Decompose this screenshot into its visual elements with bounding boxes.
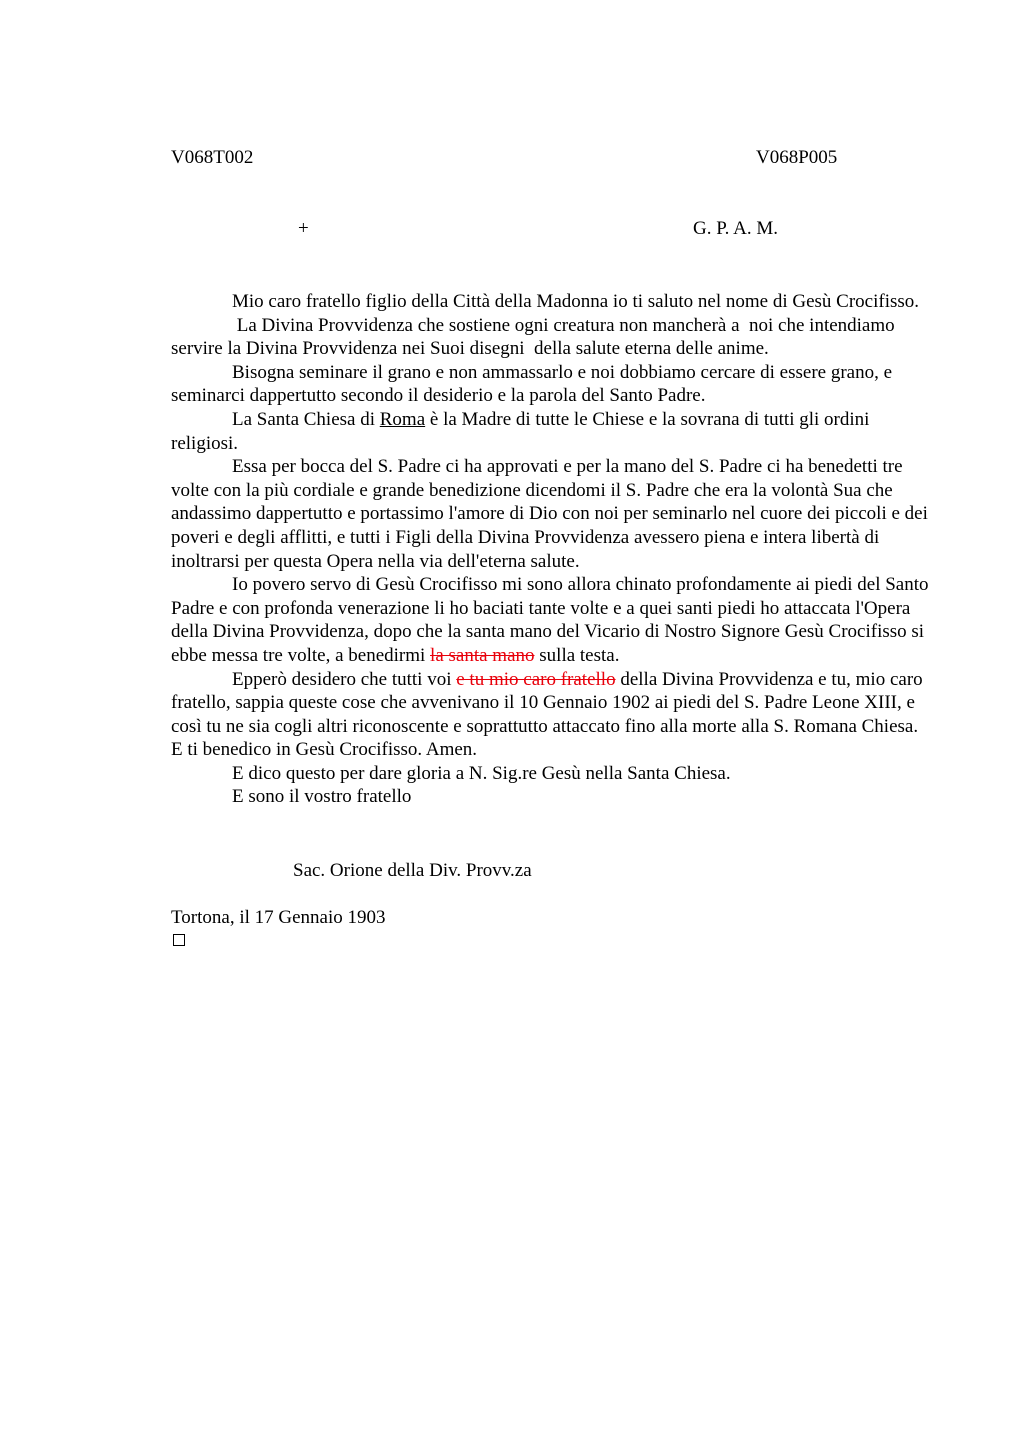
paragraph-desire (171, 668, 931, 762)
paragraph-greeting: Mio caro fratello figlio della Città della Madonna io ti saluto nel nome di Gesù Crocifisso. (232, 291, 920, 312)
document-code-right: V068P005 (756, 147, 838, 168)
cross-symbol: + (298, 218, 309, 239)
motto-initials: G. P. A. M. (693, 218, 778, 239)
servant-text-end: sulla testa. (534, 644, 620, 666)
servant-text-start: Io povero servo di Gesù Crocifisso mi sono allora chinato profondamente ai piedi del Santo Padre e con profonda venerazione li ho baciati tante volte e a quei santi piedi ho attaccata l'Opera della Divina Provvidenza, dopo che la santa mano del Vicario di Nostro Signore Gesù Crocifisso si ebbe messa tre volte, a benedirmi (171, 574, 929, 666)
paragraph-closing: E sono il vostro fratello (232, 786, 412, 808)
deleted-text-santa-mano: la santa mano (430, 644, 535, 666)
church-text-start: La Santa Chiesa di (232, 408, 380, 430)
letter-body (171, 290, 931, 809)
desire-text-end: della Divina Provvidenza e tu, mio caro fratello, sappia queste cose che avvenivano il 10 Gennaio 1902 ai piedi del S. Padre Leone XIII, e così tu ne sia cogli altri riconoscente e soprattutto attaccato fino alla morte alla S. Romana Chiesa. E ti benedico in Gesù Crocifisso. Amen. (171, 668, 923, 761)
paragraph-blessing: Essa per bocca del S. Padre ci ha approvati e per la mano del S. Padre ci ha benedetti tre volte con la più cordiale e grande benedizione dicendomi il S. Padre che era la volontà Sua che andassimo dappertutto e portassimo l'amore di Dio con noi per seminarlo nel cuore dei piccoli e dei poveri e degli afflitti, e tutti i Figli della Divina Provvidenza avessero piena e intera libertà di inoltrarsi per questa Opera nella via dell'eterna salute. (171, 456, 928, 572)
paragraph-grain: Bisogna seminare il grano e non ammassarlo e noi dobbiamo cercare di essere grano, e seminarci dappertutto secondo il desiderio e la parola del Santo Padre. (171, 361, 893, 407)
signature: Sac. Orione della Div. Provv.za (293, 860, 532, 881)
deleted-text-caro-fratello: e tu mio caro fratello (456, 668, 616, 690)
church-text-end: è la Madre di tutte le Chiese e la sovrana di tutti gli ordini religiosi. (171, 408, 870, 454)
paragraph-glory: E dico questo per dare gloria a N. Sig.re Gesù nella Santa Chiesa. (232, 762, 731, 784)
paragraph-servant (171, 573, 931, 667)
paragraph-providence: La Divina Provvidenza che sostiene ogni creatura non mancherà a noi che intendiamo servire la Divina Provvidenza nei Suoi disegni della salute eterna delle anime. (171, 314, 900, 360)
underlined-word-roma: Roma (379, 408, 426, 430)
empty-square-symbol (173, 934, 185, 946)
date-line: Tortona, il 17 Gennaio 1903 (171, 907, 386, 928)
paragraph-church (171, 408, 931, 455)
document-code-left: V068T002 (171, 147, 254, 168)
desire-text-start: Epperò desidero che tutti voi (232, 668, 457, 690)
